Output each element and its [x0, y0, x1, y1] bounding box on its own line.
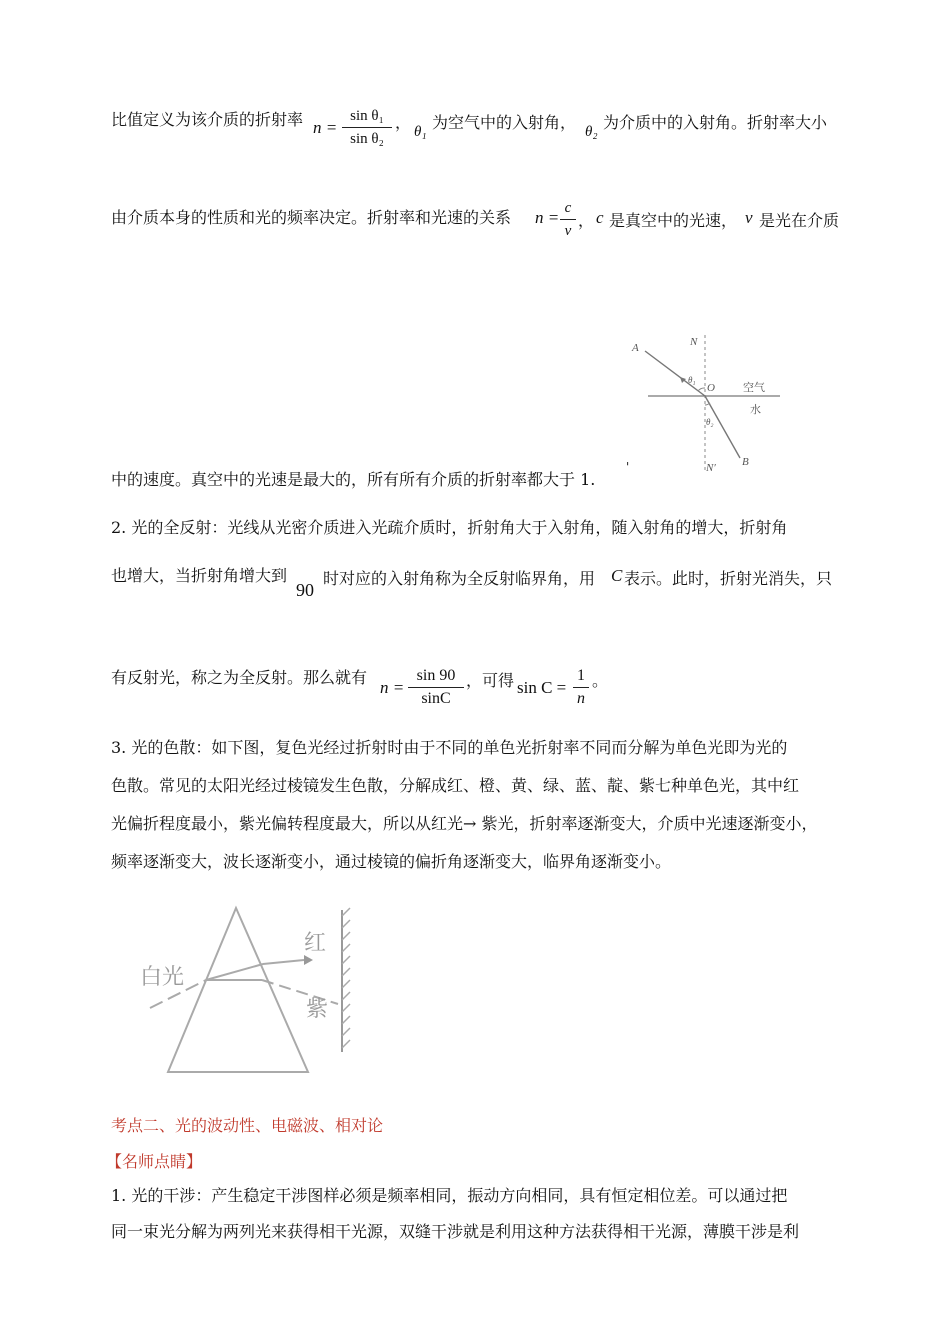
label-red: 红 [304, 931, 327, 956]
para1-theta2: θ₂ [585, 124, 598, 140]
para2-fraction [560, 198, 576, 241]
para1-theta2-text: 为介质中的入射角。折射率大小 [603, 113, 828, 132]
section-title: 考点二、光的波动性、电磁波、相对论 [111, 1116, 384, 1135]
item2-ninety: 90 [296, 580, 314, 600]
item2-C-symbol: C [611, 566, 623, 585]
label-A: A [632, 342, 639, 354]
para1-frac-denominator: sin θ₂ [350, 131, 384, 147]
item2-frac1-denominator: sinC [421, 690, 451, 707]
section-item1-line1: 1. 光的干涉：产生稳定干涉图样必须是频率相同，振动方向相同，具有恒定相位差。可以通过把 [111, 1186, 788, 1205]
para1-comma: ， [395, 113, 412, 132]
item2-line1: 2. 光的全反射：光线从光密介质进入光疏介质时，折射角大于入射角，随入射角的增大，折射角 [111, 518, 788, 537]
para2-v-symbol: v [745, 208, 753, 227]
fraction-bar [573, 687, 589, 688]
incident-ray [645, 351, 705, 396]
red-internal-ray [206, 964, 263, 980]
label-theta1: θ₁ [688, 375, 696, 385]
label-violet: 紫 [306, 997, 329, 1022]
para2-c-text: 是真空中的光速， [609, 211, 738, 230]
para3-tick: ' [626, 460, 630, 474]
refracted-ray [705, 396, 740, 458]
item2-line3a: 有反射光，称之为全反射。那么就有 [111, 668, 368, 687]
para1-theta1: θ₁ [414, 124, 427, 140]
label-air: 空气 [743, 381, 765, 394]
item3-line4: 频率逐渐变大，波长逐渐变小，通过棱镜的偏折角逐渐变大，临界角逐渐变小。 [111, 852, 672, 871]
item3-line1: 3. 光的色散：如下图，复色光经过折射时由于不同的单色光折射率不同而分解为单色光即为光的 [111, 738, 788, 757]
angle-arc-1 [698, 388, 705, 391]
fraction-bar [408, 687, 464, 688]
para2-frac-numerator: c [564, 200, 572, 216]
para2-lead: 由介质本身的性质和光的频率决定。折射率和光速的关系 [111, 208, 512, 227]
para1-theta1-text: 为空气中的入射角， [432, 113, 577, 132]
item3-line2: 色散。常见的太阳光经过棱镜发生色散，分解成红、橙、黄、绿、蓝、靛、紫七种单色光，其中红 [111, 776, 800, 795]
item2-line2c: 表示。此时，折射光消失，只 [624, 569, 833, 588]
item2-line2b: 时对应的入射角称为全反射临界角，用 [323, 569, 596, 588]
item2-fraction2 [573, 666, 589, 709]
para2-comma: ， [578, 211, 595, 230]
para1-fraction [342, 106, 392, 149]
item2-n-eq: n = [380, 678, 405, 697]
red-exit-ray [263, 960, 304, 964]
para2-n-eq: n = [535, 208, 560, 227]
para1-frac-numerator: sin θ₁ [350, 108, 384, 124]
label-N: N [690, 336, 698, 348]
section-tag: 【名师点睛】 [106, 1152, 203, 1171]
label-B: B [742, 456, 749, 468]
item2-line2a: 也增大，当折射角增大到 [111, 566, 288, 585]
para3-text: 中的速度。真空中的光速是最大的，所有所有介质的折射率都大于 1. [111, 470, 596, 489]
item2-frac2-numerator: 1 [577, 667, 585, 684]
incident-arrow [680, 377, 686, 383]
item2-fraction1 [408, 666, 464, 709]
para1-lead: 比值定义为该介质的折射率 [111, 110, 304, 129]
label-N-prime: N′ [706, 462, 716, 474]
refraction-diagram [620, 333, 790, 478]
item2-line3c: 。 [592, 671, 609, 690]
item2-frac1-numerator: sin 90 [416, 667, 456, 684]
item2-frac2-denominator: n [577, 690, 585, 707]
para2-c-symbol: c [596, 208, 604, 227]
para1-n-eq: n = [313, 118, 338, 137]
label-O: O [707, 382, 715, 394]
item2-line3b: ，可得 [466, 671, 515, 690]
para2-frac-denominator: v [564, 223, 572, 239]
label-theta2: θ₂ [706, 417, 714, 427]
section-item1-line2: 同一束光分解为两列光来获得相干光源，双缝干涉就是利用这种方法获得相干光源，薄膜干涉是利 [111, 1222, 800, 1241]
screen-hatching [342, 908, 350, 1048]
prism-diagram [138, 900, 360, 1080]
item2-sinC-eq: sin C = [517, 678, 567, 697]
label-white-light: 白光 [140, 965, 185, 990]
prism-outline [168, 908, 308, 1072]
fraction-bar [342, 127, 392, 128]
para2-v-text: 是光在介质 [759, 211, 840, 230]
red-arrow [304, 955, 313, 965]
fraction-bar [560, 219, 576, 220]
item3-line3: 光偏折程度最小，紫光偏转程度最大，所以从红光→ 紫光，折射率逐渐变大，介质中光速逐渐变小， [111, 814, 818, 833]
label-water: 水 [750, 403, 761, 416]
